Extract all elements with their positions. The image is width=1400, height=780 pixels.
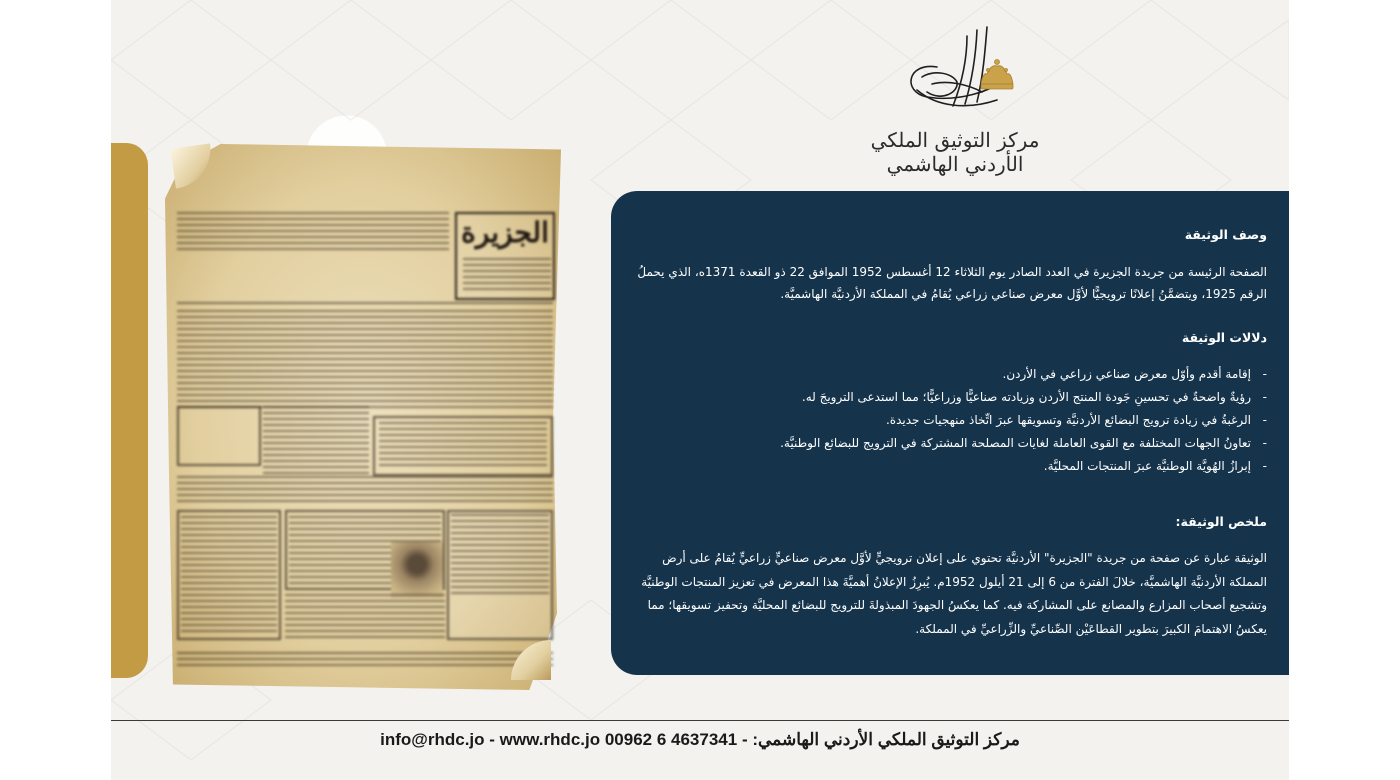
gold-accent-bar	[111, 143, 148, 678]
logo-wordmark: مركز التوثيق الملكي الأردني الهاشمي	[870, 128, 1040, 176]
footer-divider	[111, 720, 1289, 721]
list-item: - إبرازُ الهُويَّة الوطنيَّة عبرَ المنتجات المحليَّة.	[627, 455, 1267, 478]
article-columns	[177, 310, 553, 410]
significance-heading: دلالات الوثيقة	[1181, 330, 1267, 345]
summary-text: الوثيقة عبارة عن صفحة من جريدة "الجزيرة" الأردنيَّة تحتوي على إعلان ترويجيٍّ لأوَّل معرض صناعيٍّ زراعيٍّ يُقامُ على أرض المملكة الأردنيَّة الهاشميَّة، خلالَ الفترة من 6 إلى 21 أيلول 1952م. يُبرِزُ الإعلانُ أهميَّةَ هذا المعرض في تعزيز المنتجات الوطنيَّة وتشجيع أصحاب المزارع والمصانع على المشاركة فيه. كما يعكسُ الجهودَ المبذولةَ للترويج للبضائع المحليَّة وتحفيز تسويقها؛ مما يعكسُ الاهتمامَ الكبيرَ بتطوير القطاعَيْن الصِّناعيِّ والزِّراعيِّ في المملكة.	[641, 551, 1267, 636]
footer-separator: -	[489, 730, 495, 749]
side-box	[177, 406, 261, 466]
list-item: - تعاونُ الجهات المختلفة مع القوى العاملة لغايات المصلحة المشتركة في الترويج للبضائع الوطنيَّة.	[627, 432, 1267, 455]
document-info-panel	[611, 191, 1289, 675]
headline-block	[177, 212, 449, 252]
newspaper-masthead	[455, 212, 555, 300]
description-text: الصفحة الرئيسة من جريدة الجزيرة في العدد الصادر يوم الثلاثاء 12 أغسطس 1952 الموافق 22 ذو القعدة 1371ه، الذي يحملُ الرقم 1925، ويتضمَّنُ إعلانًا ترويجيًّا لأوَّل معرض صناعي زراعي يُقامُ في المملكة الأردنيَّة الهاشميَّة.	[637, 265, 1267, 301]
newspaper-image	[165, 144, 561, 690]
summary-heading: ملخص الوثيقة:	[1175, 514, 1267, 529]
description-heading: وصف الوثيقة	[1184, 227, 1267, 242]
rhdc-logo	[852, 20, 1058, 176]
list-item: - رؤيةٌ واضحةٌ في تحسينِ جَودة المنتج الأردن وزيادته صناعيًّا وزراعيًّا؛ مما استدعى الترويجَ له.	[627, 386, 1267, 409]
newspaper-content	[173, 206, 557, 676]
masthead-title: الجزيرة	[461, 216, 549, 249]
crown-icon	[977, 58, 1017, 92]
advert-photo	[391, 542, 443, 598]
list-item: - الرغبةُ في زيادة ترويج البضائع الأردنيَّة وتسويقها عبرَ اتِّخاذ منهجيات جديدة.	[627, 409, 1267, 432]
email-link[interactable]: info@rhdc.jo	[380, 730, 485, 749]
phone-number: 00962 6 4637341	[604, 730, 738, 749]
organization-name: مركز التوثيق الملكي الأردني الهاشمي: -	[741, 730, 1020, 749]
list-item: - إقامة أقدم وأوّل معرض صناعي زراعي في الأردن.	[627, 363, 1267, 386]
significance-list	[627, 363, 1267, 478]
website-link[interactable]: www.rhdc.jo	[499, 730, 601, 749]
footer-contact	[111, 730, 1289, 750]
